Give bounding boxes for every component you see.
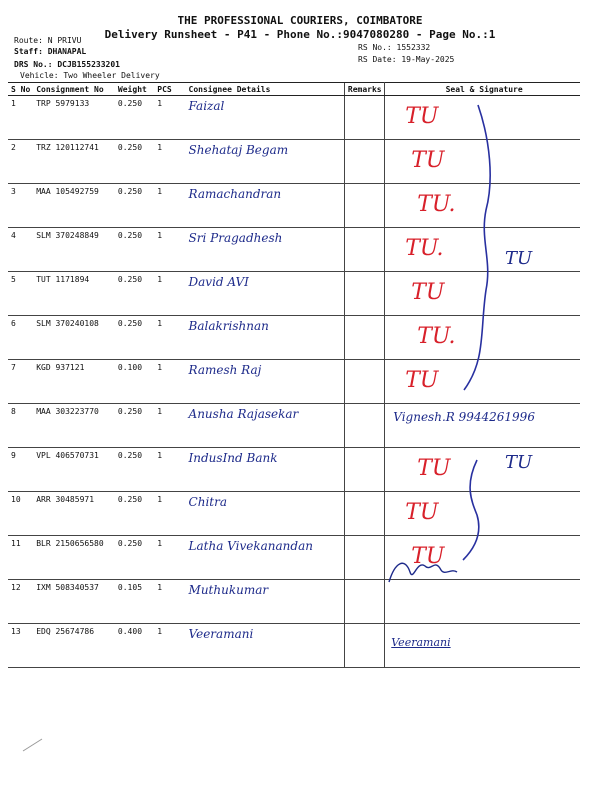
row-signature xyxy=(385,360,580,404)
row-signature xyxy=(385,404,580,448)
corner-mark xyxy=(20,735,50,755)
row-consignment-no: MAA 105492759 xyxy=(33,184,115,228)
row-weight: 0.105 xyxy=(115,580,154,624)
vehicle-label: Vehicle: Two Wheeler Delivery xyxy=(20,71,160,80)
row-remarks xyxy=(344,404,384,448)
rs-number: RS No.: 1552332 xyxy=(358,43,431,52)
row-consignment-no: ARR 30485971 xyxy=(33,492,115,536)
row-consignee: Veeramani xyxy=(186,624,345,668)
col-signature: Seal & Signature xyxy=(385,83,580,96)
row-pcs: 1 xyxy=(154,360,185,404)
col-pcs: PCS xyxy=(154,83,185,96)
row-consignee: David AVI xyxy=(186,272,345,316)
signature-mark: TU. xyxy=(405,236,444,261)
table-row xyxy=(8,360,580,404)
row-signature xyxy=(385,448,580,492)
row-signature xyxy=(385,624,580,668)
table-row xyxy=(8,448,580,492)
row-sno: 8 xyxy=(8,404,33,448)
col-weight: Weight xyxy=(115,83,154,96)
row-consignee: Latha Vivekanandan xyxy=(186,536,345,580)
signature-mark: TU xyxy=(405,368,439,393)
col-remarks: Remarks xyxy=(344,83,384,96)
row-signature xyxy=(385,228,580,272)
row-pcs: 1 xyxy=(154,228,185,272)
row-signature xyxy=(385,140,580,184)
row-pcs: 1 xyxy=(154,492,185,536)
row-weight: 0.100 xyxy=(115,360,154,404)
row-pcs: 1 xyxy=(154,140,185,184)
signature-mark: TU. xyxy=(417,192,456,217)
row-consignee: Chitra xyxy=(186,492,345,536)
row-remarks xyxy=(344,228,384,272)
signature-mark: Vignesh.R 9944261996 xyxy=(393,410,535,424)
row-consignee: Faizal xyxy=(186,96,345,140)
row-sno: 12 xyxy=(8,580,33,624)
signature-mark: TU xyxy=(411,148,445,173)
row-consignee: Anusha Rajasekar xyxy=(186,404,345,448)
route-label: Route: N PRIVU xyxy=(14,36,82,45)
table-row xyxy=(8,404,580,448)
signature-mark: Veeramani xyxy=(391,636,451,649)
table-row xyxy=(8,184,580,228)
row-pcs: 1 xyxy=(154,184,185,228)
row-sno: 10 xyxy=(8,492,33,536)
row-consignment-no: EDQ 25674786 xyxy=(33,624,115,668)
row-signature xyxy=(385,492,580,536)
table-row xyxy=(8,140,580,184)
signature-mark: TU xyxy=(411,544,445,569)
row-sno: 3 xyxy=(8,184,33,228)
table-row xyxy=(8,228,580,272)
table-row xyxy=(8,492,580,536)
row-consignment-no: TUT 1171894 xyxy=(33,272,115,316)
runsheet-title: THE PROFESSIONAL COURIERS, COIMBATORE xyxy=(177,14,423,27)
row-consignee: Muthukumar xyxy=(186,580,345,624)
table-header xyxy=(8,83,580,96)
row-consignment-no: VPL 406570731 xyxy=(33,448,115,492)
row-weight: 0.250 xyxy=(115,536,154,580)
row-consignee: IndusInd Bank xyxy=(186,448,345,492)
table-row xyxy=(8,580,580,624)
row-weight: 0.250 xyxy=(115,140,154,184)
row-consignment-no: SLM 370240108 xyxy=(33,316,115,360)
row-pcs: 1 xyxy=(154,624,185,668)
row-remarks xyxy=(344,448,384,492)
row-sno: 2 xyxy=(8,140,33,184)
row-signature xyxy=(385,316,580,360)
row-consignment-no: TRZ 120112741 xyxy=(33,140,115,184)
row-weight: 0.400 xyxy=(115,624,154,668)
row-consignment-no: TRP 5979133 xyxy=(33,96,115,140)
row-remarks xyxy=(344,184,384,228)
row-sno: 6 xyxy=(8,316,33,360)
row-weight: 0.250 xyxy=(115,448,154,492)
row-sno: 13 xyxy=(8,624,33,668)
row-sno: 9 xyxy=(8,448,33,492)
row-remarks xyxy=(344,624,384,668)
table-row xyxy=(8,536,580,580)
row-signature xyxy=(385,536,580,580)
row-weight: 0.250 xyxy=(115,272,154,316)
row-remarks xyxy=(344,492,384,536)
signature-mark: TU xyxy=(405,104,439,129)
margin-initials-bottom: TU xyxy=(505,452,533,473)
runsheet-subtitle: Delivery Runsheet - P41 - Phone No.:9047080280 - Page No.:1 xyxy=(104,28,496,41)
row-pcs: 1 xyxy=(154,96,185,140)
row-consignment-no: BLR 2150656580 xyxy=(33,536,115,580)
row-signature xyxy=(385,272,580,316)
rs-date: RS Date: 19-May-2025 xyxy=(358,55,455,64)
row-pcs: 1 xyxy=(154,404,185,448)
row-remarks xyxy=(344,360,384,404)
table-row xyxy=(8,272,580,316)
row-signature xyxy=(385,96,580,140)
row-weight: 0.250 xyxy=(115,404,154,448)
signature-mark: TU xyxy=(417,456,451,481)
row-pcs: 1 xyxy=(154,448,185,492)
row-remarks xyxy=(344,272,384,316)
row-weight: 0.250 xyxy=(115,184,154,228)
row-consignment-no: IXM 508340537 xyxy=(33,580,115,624)
staff-label: Staff: DHANAPAL xyxy=(14,47,87,56)
row-sno: 4 xyxy=(8,228,33,272)
row-sno: 1 xyxy=(8,96,33,140)
row-consignee: Ramesh Raj xyxy=(186,360,345,404)
signature-mark: TU xyxy=(411,280,445,305)
table-row xyxy=(8,96,580,140)
row-remarks xyxy=(344,536,384,580)
runsheet-table xyxy=(8,82,580,668)
row-consignee: Shehataj Begam xyxy=(186,140,345,184)
signature-mark: TU. xyxy=(417,324,456,349)
row-signature xyxy=(385,580,580,624)
row-consignment-no: KGD 937121 xyxy=(33,360,115,404)
row-weight: 0.250 xyxy=(115,316,154,360)
row-consignee: Balakrishnan xyxy=(186,316,345,360)
row-remarks xyxy=(344,140,384,184)
row-consignee: Sri Pragadhesh xyxy=(186,228,345,272)
row-signature xyxy=(385,184,580,228)
row-consignee: Ramachandran xyxy=(186,184,345,228)
row-weight: 0.250 xyxy=(115,96,154,140)
row-sno: 7 xyxy=(8,360,33,404)
row-pcs: 1 xyxy=(154,580,185,624)
row-remarks xyxy=(344,316,384,360)
row-sno: 5 xyxy=(8,272,33,316)
row-remarks xyxy=(344,96,384,140)
row-pcs: 1 xyxy=(154,272,185,316)
row-weight: 0.250 xyxy=(115,492,154,536)
col-consignment: Consignment No xyxy=(33,83,115,96)
margin-initials-top: TU xyxy=(505,248,533,269)
row-remarks xyxy=(344,580,384,624)
col-sno: S No xyxy=(8,83,33,96)
row-pcs: 1 xyxy=(154,536,185,580)
table-row xyxy=(8,624,580,668)
col-consignee: Consignee Details xyxy=(186,83,345,96)
table-row xyxy=(8,316,580,360)
row-weight: 0.250 xyxy=(115,228,154,272)
row-pcs: 1 xyxy=(154,316,185,360)
row-sno: 11 xyxy=(8,536,33,580)
row-consignment-no: MAA 303223770 xyxy=(33,404,115,448)
drs-label: DRS No.: DCJB155233201 xyxy=(14,60,120,69)
row-consignment-no: SLM 370248849 xyxy=(33,228,115,272)
signature-mark: TU xyxy=(405,500,439,525)
